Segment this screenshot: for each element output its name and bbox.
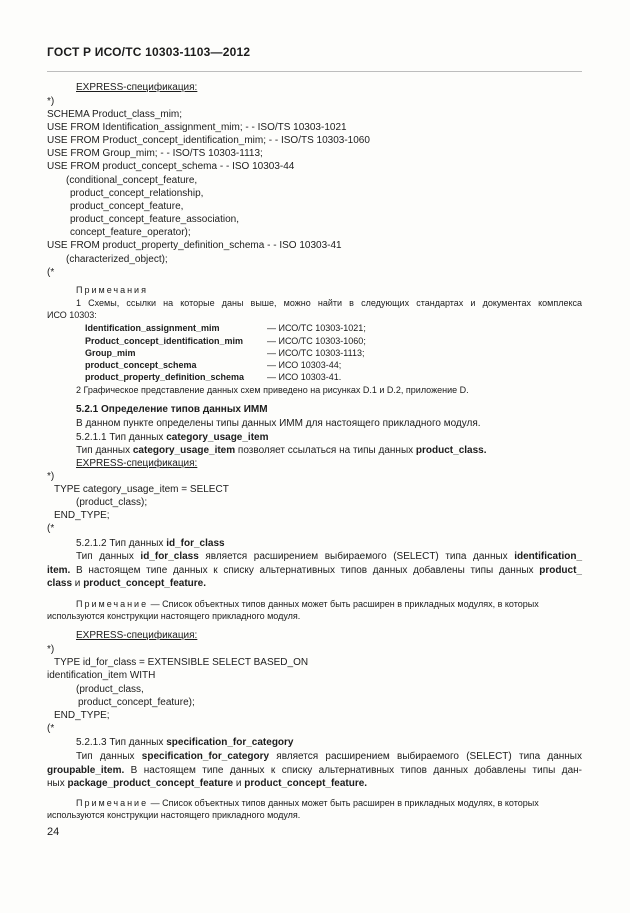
notes-title: Примечания <box>76 285 148 295</box>
note: Примечание — Список объектных типов данных может быть расширен в прикладных модулях, в которых <box>76 798 539 808</box>
code-line: product_concept_feature); <box>78 697 195 708</box>
code-line: USE FROM Group_mim; - - ISO/TS 10303-1113; <box>47 148 263 159</box>
page-number: 24 <box>47 826 60 838</box>
express-spec-label: EXPRESS-спецификация: <box>76 82 198 93</box>
subsection-heading-5-2-1-2: 5.2.1.2 Тип данных id_for_class <box>76 538 225 549</box>
code-line: product_concept_feature_association, <box>70 214 240 225</box>
paragraph: ных package_product_concept_feature и product_concept_feature. <box>47 778 368 789</box>
paragraph: class и product_concept_feature. <box>47 578 206 589</box>
note-cont: используются конструкции настоящего прикладного модуля. <box>47 810 301 820</box>
code-line: *) <box>47 644 55 655</box>
ref-table-doc: — ИСО/ТС 10303-1113; <box>267 348 365 358</box>
code-line: USE FROM product_concept_schema - - ISO 10303-44 <box>47 161 295 172</box>
code-line: (* <box>47 723 55 734</box>
ref-table-doc: — ИСО 10303-41. <box>267 372 342 382</box>
ref-table-name: product_concept_schema <box>85 360 197 370</box>
ref-table-name: product_property_definition_schema <box>85 372 245 382</box>
code-line: *) <box>47 471 55 482</box>
section-heading-5-2-1: 5.2.1 Определение типов данных ИММ <box>76 404 268 415</box>
code-line: SCHEMA Product_class_mim; <box>47 109 183 120</box>
code-line: TYPE category_usage_item = SELECT <box>54 484 229 495</box>
ref-table-doc: — ИСО/ТС 10303-1060; <box>267 336 366 346</box>
code-line: product_concept_feature, <box>70 201 184 212</box>
express-spec-label: EXPRESS-спецификация: <box>76 630 198 641</box>
code-line: TYPE id_for_class = EXTENSIBLE SELECT BASED_ON <box>54 657 309 668</box>
code-line: concept_feature_operator); <box>70 227 191 238</box>
page-header-title: ГОСТ Р ИСО/ТС 10303-1103—2012 <box>47 45 251 59</box>
ref-table-name: Identification_assignment_mim <box>85 323 220 333</box>
code-line: (characterized_object); <box>66 254 168 265</box>
code-line: USE FROM product_property_definition_schema - - ISO 10303-41 <box>47 240 342 251</box>
code-line: END_TYPE; <box>54 710 110 721</box>
note-1: 1 Схемы, ссылки на которые даны выше, можно найти в следующих стандартах и документах комплекса <box>76 298 582 308</box>
ref-table-doc: — ИСО 10303-44; <box>267 360 342 370</box>
header-rule <box>47 71 582 72</box>
paragraph: item. В настоящем типе данных к списку альтернативных типов данных добавлены типы данных product_ <box>47 565 582 576</box>
ref-table-name: Product_concept_identification_mim <box>85 336 244 346</box>
paragraph: Тип данных specification_for_category является расширением выбираемого (SELECT) типа данных <box>76 751 582 762</box>
code-line: END_TYPE; <box>54 510 110 521</box>
paragraph: В данном пункте определены типы данных ИММ для настоящего прикладного модуля. <box>76 418 481 429</box>
code-line: (product_class, <box>76 684 144 695</box>
subsection-heading-5-2-1-1: 5.2.1.1 Тип данных category_usage_item <box>76 432 269 443</box>
ref-table-name: Group_mim <box>85 348 136 358</box>
note-2: 2 Графическое представление данных схем приведено на рисунках D.1 и D.2, приложение D. <box>76 385 469 395</box>
note: Примечание — Список объектных типов данных может быть расширен в прикладных модулях, в которых <box>76 599 539 609</box>
subsection-heading-5-2-1-3: 5.2.1.3 Тип данных specification_for_category <box>76 737 294 748</box>
paragraph: groupable_item. В настоящем типе данных к списку альтернативных типов данных добавлены типы дан- <box>47 765 582 776</box>
paragraph: Тип данных id_for_class является расширением выбираемого (SELECT) типа данных identification_ <box>76 551 583 562</box>
note-cont: используются конструкции настоящего прикладного модуля. <box>47 611 301 621</box>
code-line: product_concept_relationship, <box>70 188 204 199</box>
code-line: *) <box>47 96 55 107</box>
note-1-cont: ИСО 10303: <box>47 310 97 320</box>
code-line: (product_class); <box>76 497 148 508</box>
ref-table-doc: — ИСО/ТС 10303-1021; <box>267 323 366 333</box>
code-line: identification_item WITH <box>47 670 156 681</box>
paragraph: Тип данных category_usage_item позволяет ссылаться на типы данных product_class. <box>76 445 487 456</box>
code-line: (conditional_concept_feature, <box>66 175 198 186</box>
code-line: (* <box>47 523 55 534</box>
express-spec-label: EXPRESS-спецификация: <box>76 458 198 469</box>
code-line: (* <box>47 267 55 278</box>
code-line: USE FROM Product_concept_identification_mim; - - ISO/TS 10303-1060 <box>47 135 370 146</box>
code-line: USE FROM Identification_assignment_mim; - - ISO/TS 10303-1021 <box>47 122 347 133</box>
